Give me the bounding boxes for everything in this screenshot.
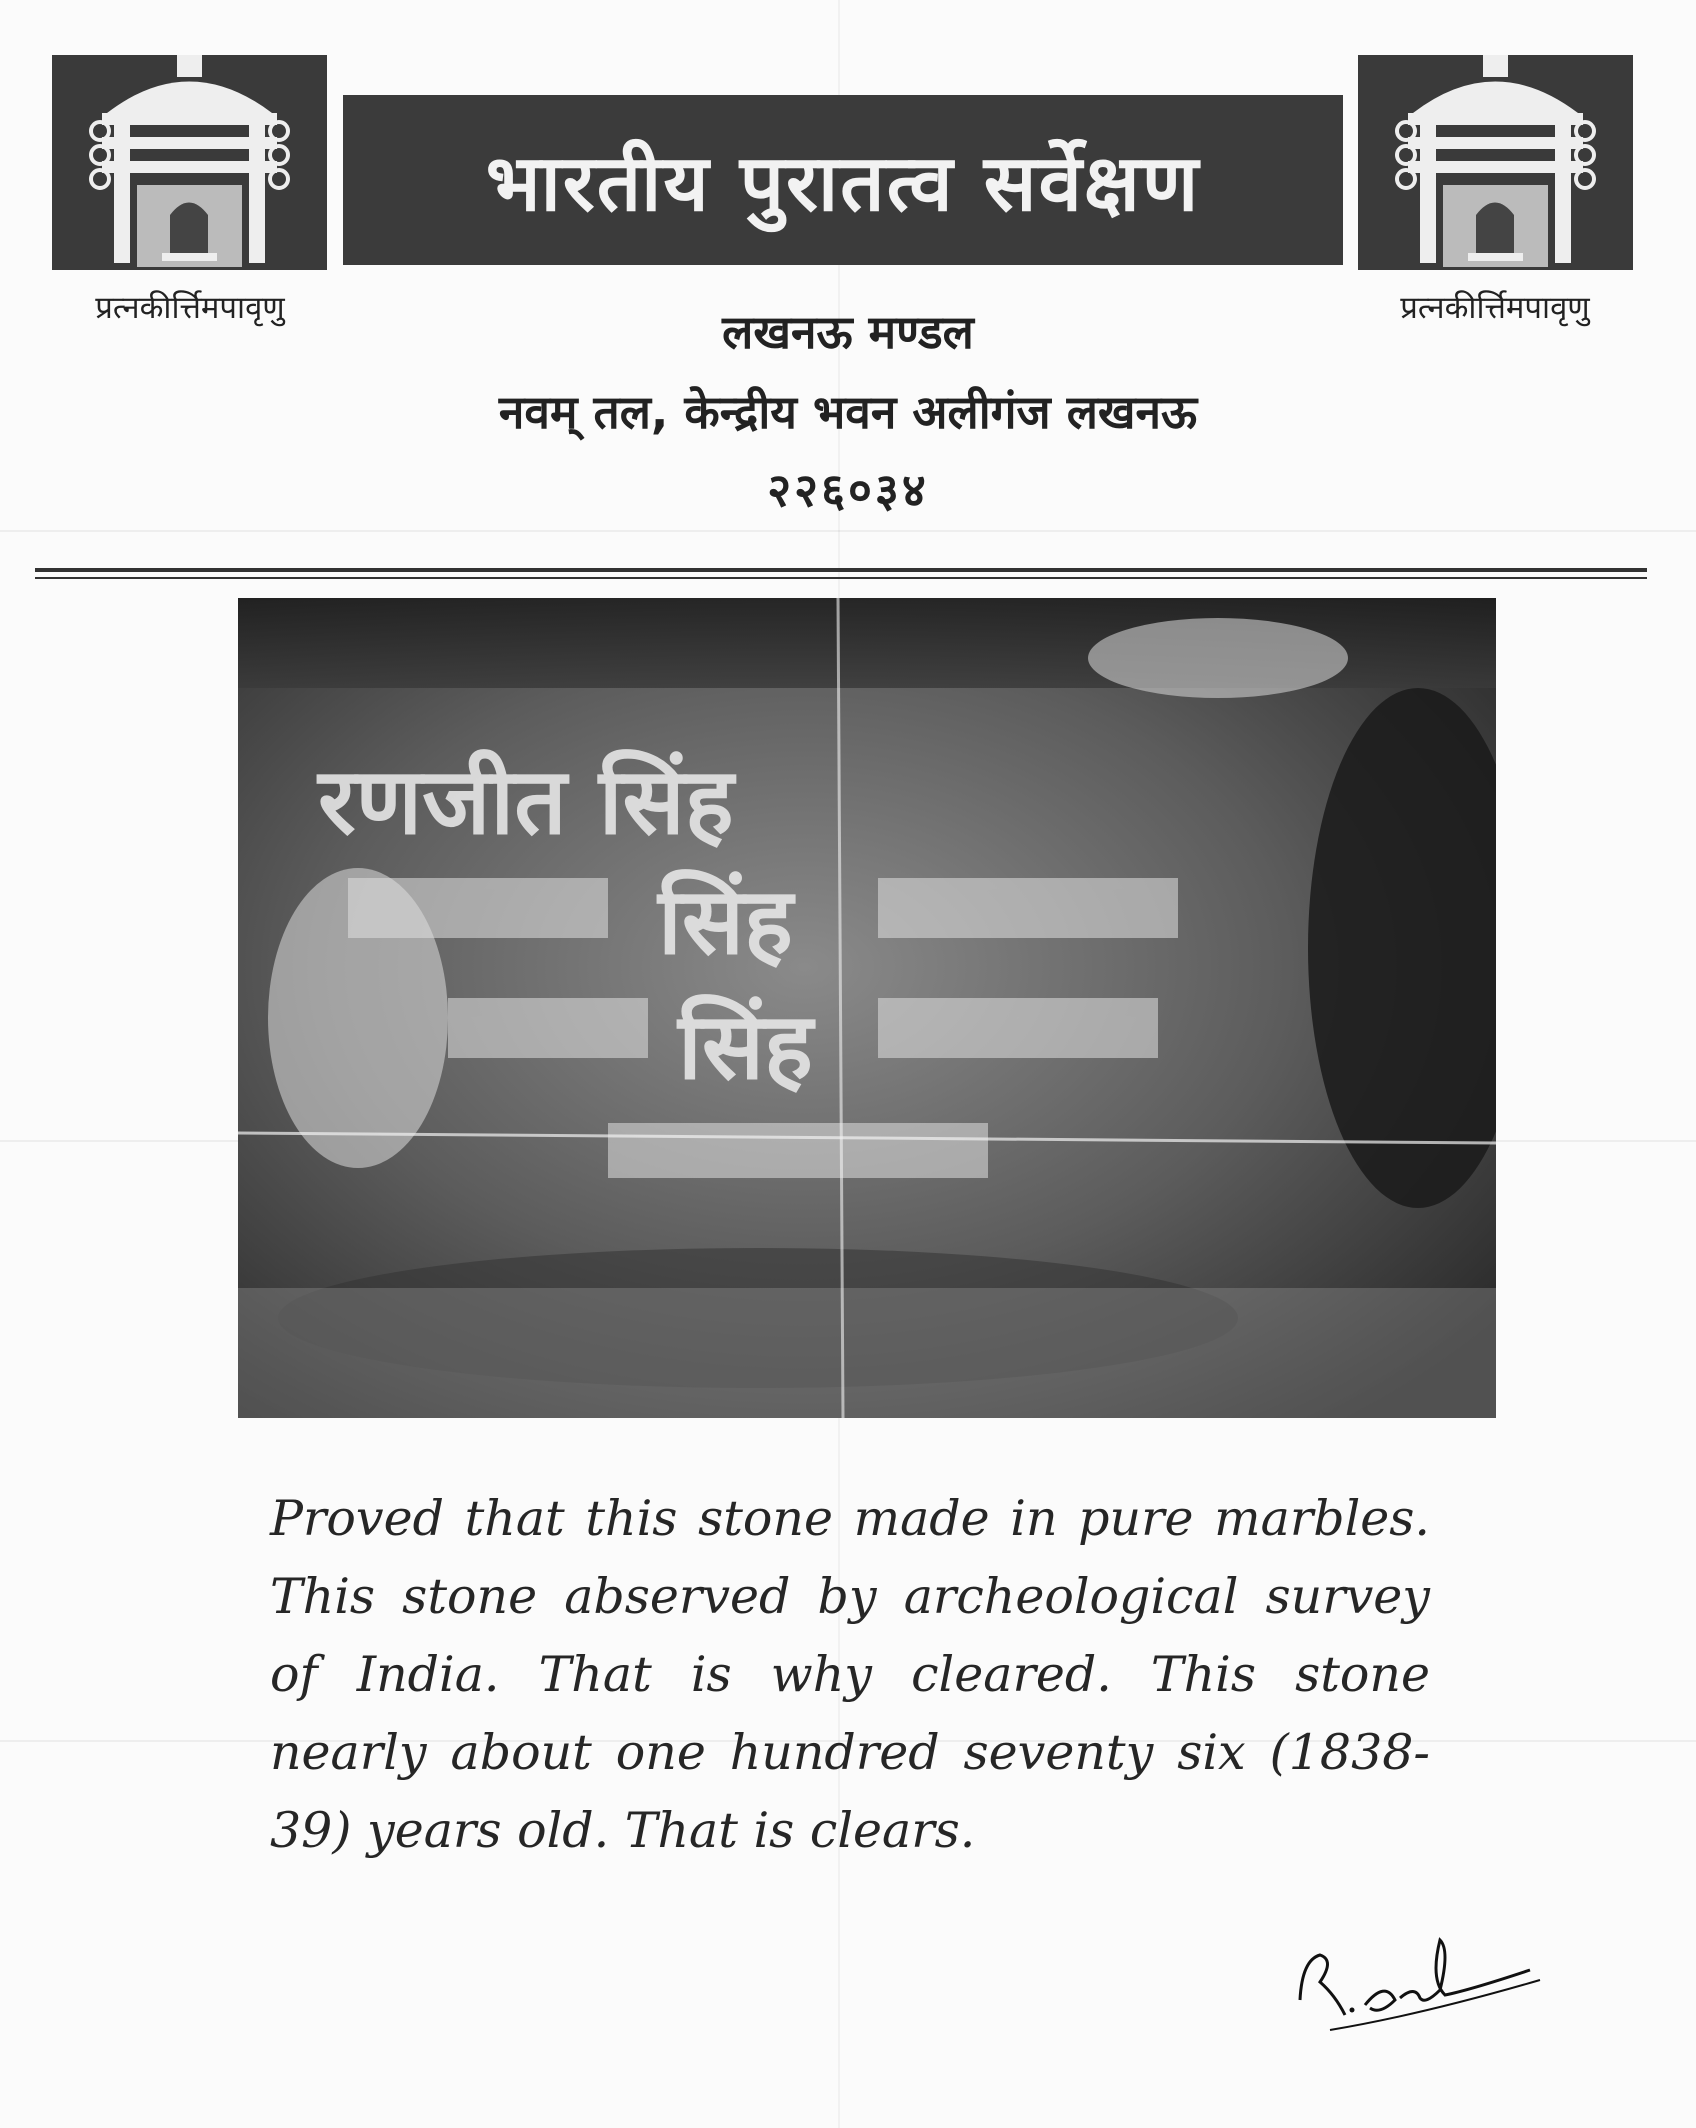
office-pincode: २२६०३४ — [767, 463, 929, 517]
asi-logo-right — [1358, 55, 1633, 270]
certification-statement: Proved that this stone made in pure marbles. This stone abserved by archeological survey of India. That is why cleared. This stone nearly about one hundred seventy six (1838-39) years old. That is clears. — [270, 1490, 1430, 1859]
sanskrit-motto-right: प्रत्नकीर्त्तिमपावृणु — [1400, 290, 1590, 326]
inscription-line-1: रणजीत सिंह — [318, 748, 734, 855]
stupa-emblem-icon — [1358, 55, 1633, 270]
header-divider — [35, 577, 1647, 579]
asi-logo-left — [52, 55, 327, 270]
faded-stamp — [1190, 2000, 1510, 2128]
inscription-line-2: सिंह — [658, 868, 793, 975]
stupa-emblem-icon — [52, 55, 327, 270]
stone-tablet-image — [238, 598, 1496, 1418]
office-circle: लखनऊ मण्डल — [722, 305, 974, 359]
inscription-line-3: सिंह — [678, 993, 813, 1100]
sanskrit-motto-left: प्रत्नकीर्त्तिमपावृणु — [95, 290, 285, 326]
inscription-stone-photo — [238, 598, 1496, 1418]
header-divider — [35, 568, 1647, 572]
fold-line — [0, 530, 1696, 532]
office-address: नवम् तल, केन्द्रीय भवन अलीगंज लखनऊ — [498, 385, 1198, 439]
page-title: भारतीय पुरातत्व सर्वेक्षण — [343, 95, 1343, 265]
